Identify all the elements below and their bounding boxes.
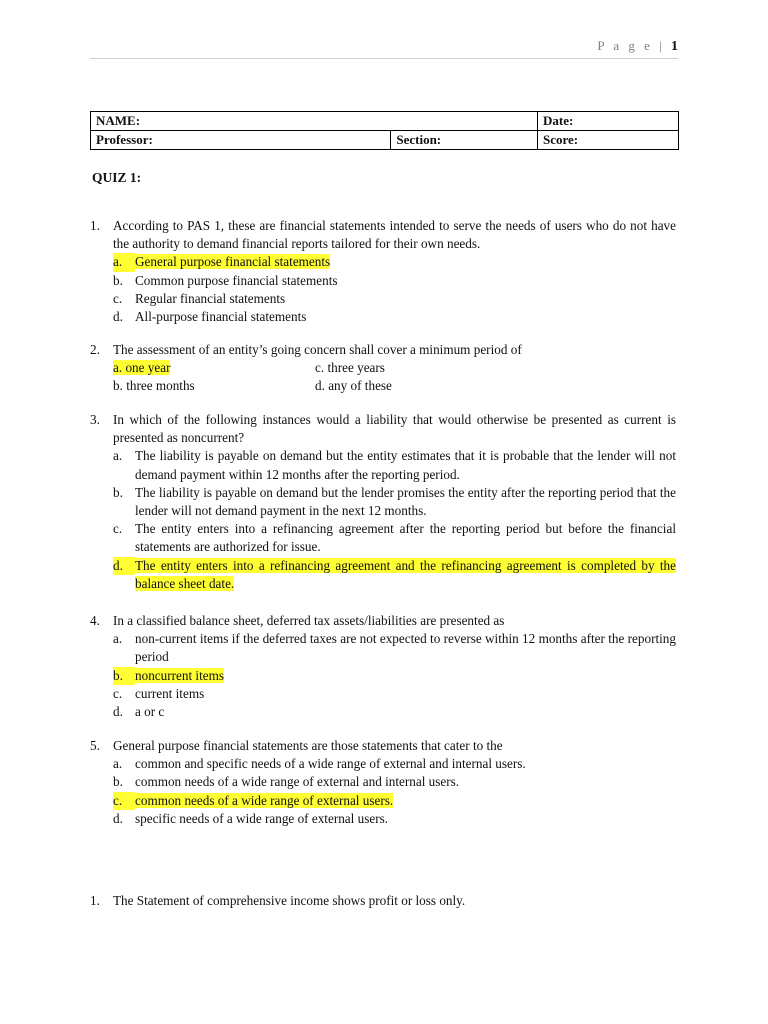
option-text: noncurrent items (135, 667, 224, 683)
option-text: a or c (135, 704, 165, 720)
option-c[interactable] (113, 792, 676, 810)
option-letter: d. (113, 557, 135, 575)
option-c[interactable] (113, 520, 676, 556)
option-letter: a. (113, 756, 123, 772)
option-letter: b. (113, 774, 123, 790)
option-c[interactable] (113, 290, 676, 308)
option-letter: a. (113, 631, 123, 647)
options-row-1 (113, 359, 676, 377)
quiz-title: QUIZ 1: (92, 170, 142, 185)
question-number: 2. (90, 342, 100, 357)
page-header (90, 38, 678, 59)
score-cell[interactable]: Score: (538, 131, 679, 150)
option-text: The liability is payable on demand but the lender promises the entity after the reporting period that the lender will not demand payment in the next 12 months. (135, 484, 676, 519)
option-text: The liability is payable on demand but the entity estimates that it is probable that the lender will not demand payment within 12 months after the reporting period. (135, 448, 676, 482)
option-letter: a. (113, 448, 123, 464)
student-info-table (90, 111, 679, 150)
options-row-2 (113, 377, 676, 395)
option-c[interactable] (113, 685, 676, 703)
option-b[interactable]: b. three months (113, 378, 195, 394)
option-letter: c. (113, 521, 123, 537)
option-letter: d. (113, 704, 123, 720)
option-d[interactable]: d. any of these (315, 378, 392, 394)
option-b[interactable] (113, 272, 676, 290)
option-letter: b. (113, 484, 123, 500)
option-text: The entity enters into a refinancing agreement after the reporting period but before the financial statements are authorized for issue. (135, 521, 676, 555)
question-stem: The assessment of an entity’s going concern shall cover a minimum period of (113, 342, 522, 357)
option-d[interactable] (113, 308, 676, 326)
page-number: 1 (671, 39, 678, 54)
option-letter: b. (113, 272, 123, 288)
question-stem: According to PAS 1, these are financial statements intended to serve the needs of users who do not have the authority to demand financial reports tailored for their own needs. (113, 218, 676, 252)
question-4 (90, 612, 676, 721)
option-letter: d. (113, 309, 123, 325)
question-number: 5. (90, 738, 100, 753)
option-d[interactable] (113, 703, 676, 721)
option-letter: c. (113, 792, 135, 810)
option-c[interactable]: c. three years (315, 360, 385, 376)
option-text: Common purpose financial statements (135, 272, 338, 288)
question-stem: In which of the following instances would a liability that would otherwise be presented as current is presented as noncurrent? (113, 412, 676, 446)
statement-number: 1. (90, 893, 100, 908)
option-a[interactable] (113, 253, 676, 271)
question-3 (90, 411, 676, 593)
section-cell[interactable]: Section: (391, 131, 538, 150)
question-number: 4. (90, 613, 100, 628)
date-cell[interactable]: Date: (538, 112, 679, 131)
question-1 (90, 217, 676, 326)
page-label: P a g e | 1 (597, 38, 678, 54)
option-text: common and specific needs of a wide range of external and internal users. (135, 756, 526, 772)
option-text: non-current items if the deferred taxes are not expected to reverse within 12 months after the reporting period (135, 631, 676, 665)
option-a[interactable] (113, 630, 676, 666)
name-cell[interactable]: NAME: (91, 112, 538, 131)
option-text: current items (135, 685, 205, 701)
option-letter: d. (113, 810, 123, 826)
option-text: Regular financial statements (135, 290, 286, 306)
option-text: The entity enters into a refinancing agreement and the refinancing agreement is completed by the balance sheet date. (135, 557, 676, 591)
professor-cell[interactable]: Professor: (91, 131, 391, 150)
option-a[interactable] (113, 755, 676, 773)
option-a[interactable] (113, 447, 676, 483)
option-letter: a. (113, 253, 135, 271)
option-text: common needs of a wide range of external and internal users. (135, 774, 460, 790)
option-letter: c. (113, 685, 123, 701)
option-b[interactable] (113, 667, 676, 685)
question-2 (90, 341, 676, 396)
statement-text: The Statement of comprehensive income shows profit or loss only. (113, 893, 466, 908)
question-number: 3. (90, 412, 100, 427)
statement-1 (90, 892, 676, 910)
option-text: All-purpose financial statements (135, 309, 307, 325)
option-a[interactable]: a. one year (113, 360, 171, 376)
question-5 (90, 737, 676, 828)
option-b[interactable] (113, 773, 676, 791)
option-d[interactable] (113, 557, 676, 593)
option-text: specific needs of a wide range of external users. (135, 810, 389, 826)
option-text: common needs of a wide range of external users. (135, 792, 394, 808)
option-d[interactable] (113, 810, 676, 828)
option-b[interactable] (113, 484, 676, 520)
question-stem: In a classified balance sheet, deferred tax assets/liabilities are presented as (113, 613, 505, 628)
option-text: General purpose financial statements (135, 254, 331, 270)
question-stem: General purpose financial statements are those statements that cater to the (113, 738, 503, 753)
question-number: 1. (90, 218, 100, 233)
option-letter: b. (113, 667, 135, 685)
option-letter: c. (113, 290, 123, 306)
